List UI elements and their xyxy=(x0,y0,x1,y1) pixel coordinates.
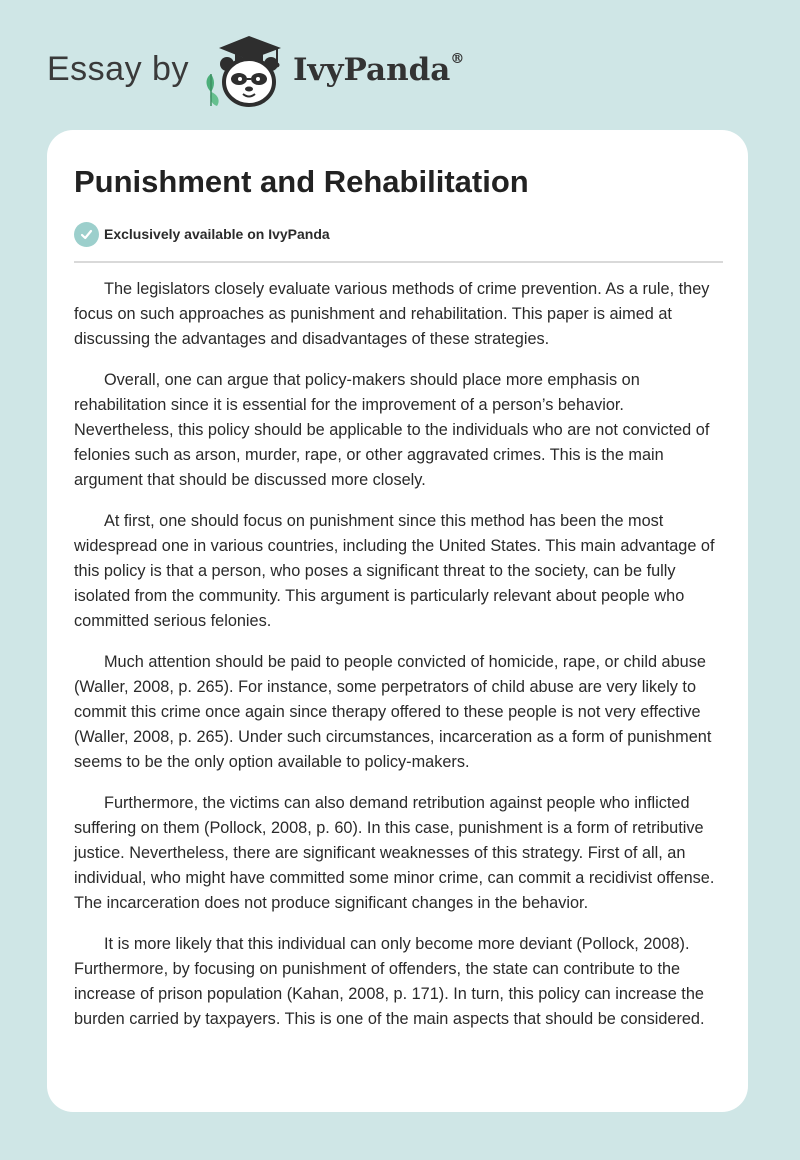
graduation-panda-icon[interactable] xyxy=(197,34,293,110)
paragraph: Furthermore, the victims can also demand retribution against people who inflicted suffering on them (Pollock, 2008, p. 60). In this case, punishment is a form of retributive justice. Nevertheless, there are significant weaknesses of this strategy. First of all, an individual, who might have committed some minor crime, can commit a recidivist offense. The incarceration does not produce significant changes in the behavior. xyxy=(74,794,715,912)
divider xyxy=(74,261,723,263)
check-icon xyxy=(74,222,99,247)
paragraph: It is more likely that this individual can only become more deviant (Pollock, 2008). Furthermore, by focusing on punishment of offenders, the state can contribute to the increase of prison population (Kahan, 2008, p. 171). In turn, this policy can increase the burden carried by taxpayers. This is one of the main aspects that should be considered. xyxy=(74,935,705,1028)
exclusive-badge xyxy=(74,221,330,247)
brand-name[interactable] xyxy=(293,52,464,88)
brand-name-text: IvyPanda xyxy=(293,52,451,88)
site-header xyxy=(47,30,487,110)
exclusive-label: Exclusively available on IvyPanda xyxy=(104,226,330,242)
paragraph: At first, one should focus on punishment since this method has been the most widespread one in various countries, including the United States. This main advantage of this policy is that a person, who poses a significant threat to the society, can be fully isolated from the community. This argument is particularly relevant about people who committed serious felonies. xyxy=(74,512,715,630)
essay-body xyxy=(74,277,724,1048)
essay-card xyxy=(47,130,748,1112)
registered-mark: ® xyxy=(450,50,465,67)
page-title: Punishment and Rehabilitation xyxy=(74,164,529,199)
paragraph: The legislators closely evaluate various methods of crime prevention. As a rule, they focus on such approaches as punishment and rehabilitation. This paper is aimed at discussing the advantages and disadvantages of these strategies. xyxy=(74,280,710,348)
paragraph: Overall, one can argue that policy-makers should place more emphasis on rehabilitation since it is essential for the improvement of a person’s behavior. Nevertheless, this policy should be applicable to the individuals who are not convicted of felonies such as arson, murder, rape, or other aggravated crimes. This is the main argument that should be discussed more closely. xyxy=(74,371,710,489)
essay-by-label: Essay by xyxy=(47,50,189,88)
paragraph: Much attention should be paid to people convicted of homicide, rape, or child abuse (Waller, 2008, p. 265). For instance, some perpetrators of child abuse are very likely to commit this crime once again since therapy offered to these people is not very effective (Waller, 2008, p. 265). Under such circumstances, incarceration as a form of punishment seems to be the only option available to policy-makers. xyxy=(74,653,712,771)
